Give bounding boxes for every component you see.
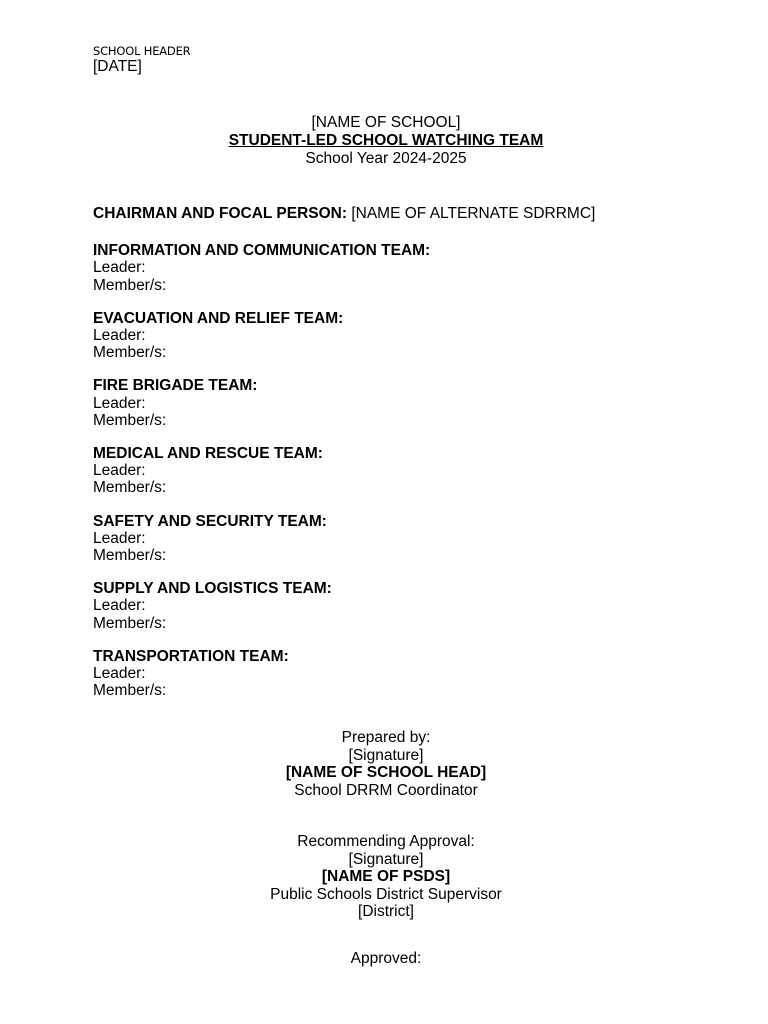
recommending-approval-block [0, 833, 768, 921]
school-header: SCHOOL HEADER [93, 44, 191, 58]
team-leader-line: Leader: [93, 462, 146, 480]
school-name: [NAME OF SCHOOL] [311, 114, 461, 131]
team-leader-line: Leader: [93, 394, 146, 412]
document-date: [DATE] [93, 58, 142, 75]
team-members-line: Member/s: [93, 547, 167, 565]
team-members-line: Member/s: [93, 614, 167, 632]
team-safety-security [93, 513, 713, 565]
chairman-line [93, 205, 713, 222]
team-title-line: MEDICAL AND RESCUE TEAM: [93, 445, 323, 463]
recommending-approval-label: Recommending Approval: [297, 833, 475, 850]
signature-placeholder: [Signature] [348, 850, 424, 868]
team-members-line: Member/s: [93, 411, 167, 429]
team-evacuation-relief [93, 310, 713, 362]
title-block [0, 114, 768, 168]
district-placeholder: [District] [358, 903, 414, 920]
team-leader-line: Leader: [93, 529, 146, 547]
team-information-communication [93, 242, 713, 294]
team-leader-line: Leader: [93, 259, 146, 277]
team-title-line: INFORMATION AND COMMUNICATION TEAM: [93, 242, 431, 260]
school-head-name: [NAME OF SCHOOL HEAD] [285, 764, 487, 781]
prepared-by-label: Prepared by: [341, 729, 431, 746]
chairman-label: CHAIRMAN AND FOCAL PERSON: [93, 205, 348, 222]
team-title-line: FIRE BRIGADE TEAM: [93, 377, 258, 395]
team-members-line: Member/s: [93, 276, 167, 294]
team-leader-line: Leader: [93, 597, 146, 615]
team-title-line: TRANSPORTATION TEAM: [93, 647, 289, 665]
team-title: STUDENT-LED SCHOOL WATCHING TEAM [228, 132, 544, 149]
psds-name: [NAME OF PSDS] [321, 868, 451, 885]
school-head-position: School DRRM Coordinator [294, 781, 478, 799]
team-medical-rescue [93, 445, 713, 497]
team-title-line: SAFETY AND SECURITY TEAM: [93, 512, 327, 530]
team-members-line: Member/s: [93, 682, 167, 700]
team-title-line: EVACUATION AND RELIEF TEAM: [93, 309, 344, 327]
chairman-value: [NAME OF ALTERNATE SDRRMC] [347, 205, 596, 222]
team-transportation [93, 648, 713, 700]
school-year: School Year 2024-2025 [305, 150, 467, 167]
approved-block [0, 950, 768, 968]
team-members-line: Member/s: [93, 479, 167, 497]
team-leader-line: Leader: [93, 327, 146, 345]
team-title-line: SUPPLY AND LOGISTICS TEAM: [93, 580, 332, 598]
team-leader-line: Leader: [93, 665, 146, 683]
psds-position: Public Schools District Supervisor [270, 885, 502, 903]
prepared-by-block [0, 729, 768, 799]
signature-placeholder: [Signature] [348, 746, 424, 764]
approved-label: Approved: [350, 950, 422, 967]
team-roster [93, 205, 713, 715]
team-supply-logistics [93, 580, 713, 632]
team-fire-brigade [93, 377, 713, 429]
team-members-line: Member/s: [93, 344, 167, 362]
